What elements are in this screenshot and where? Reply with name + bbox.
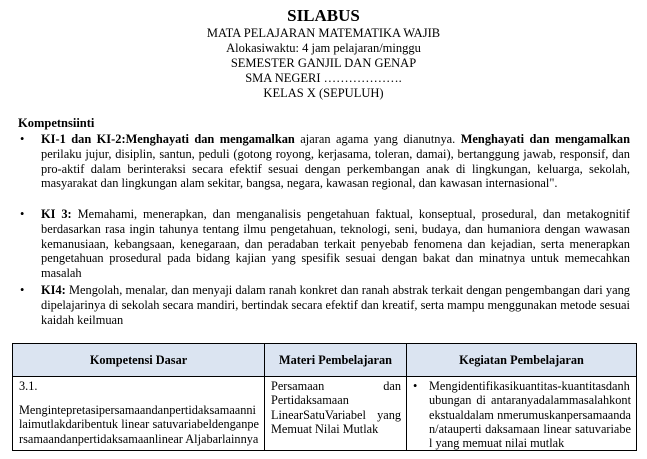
materi-text: Persamaan dan Pertidaksamaan LinearSatuVariabel yang Memuat Nilai Mutlak	[271, 379, 401, 436]
syllabus-table	[12, 343, 637, 451]
ki-item-4-text	[41, 283, 630, 327]
time-allocation-line: Alokasiwaktu: 4 jam pelajaran/minggu	[226, 41, 421, 55]
header-kegiatan-pembelajaran: Kegiatan Pembelajaran	[407, 344, 637, 377]
ki-item-4-lead: KI4:	[41, 283, 66, 297]
ki-item-3-lead: KI 3:	[41, 207, 72, 221]
document-title: SILABUS	[287, 6, 360, 25]
bullet-icon: •	[413, 379, 418, 393]
semester-line: SEMESTER GANJIL DAN GENAP	[230, 56, 417, 70]
class-line: KELAS X (SEPULUH)	[263, 86, 384, 100]
subject-line: MATA PELAJARAN MATEMATIKA WAJIB	[206, 26, 441, 40]
table-row	[13, 377, 637, 451]
kegiatan-text: Mengidentifikasikuantitas-kuantitasdanhubungan di antaranyadalammasalahkontekstualdalam nmerumuskanpersamaandan/atauperti daksamaan linear satuvariabel yang memuat nilai mutlak	[429, 379, 631, 451]
ki-item-3-body: Memahami, menerapkan, dan menganalisis pengetahuan faktual, konseptual, prosedural, dan metakognitif berdasarkan rasa ingin tahunya tentang ilmu pengetahuan, teknologi, seni, budaya, dan humaniora dengan wawasan kemanusiaan, kebangsaan, kenegaraan, dan peradaban terkait penyebab fenomena dan kejadian, serta menerapkan pengetahuan prosedural pada bidang kajian yang spesifik sesuai dengan bakat dan minatnya untuk memecahkan masalah	[41, 207, 630, 281]
kd-text: Mengintepretasipersamaandanpertidaksamaannilaimutlakdaribentuk linear satuvariabeldenganpersamaandanpertidaksamaanlinear Aljabarlainnya	[19, 403, 259, 446]
kegiatan-cell	[407, 377, 637, 451]
ki-item-3	[20, 207, 630, 281]
bullet-icon: •	[20, 207, 25, 221]
table-header-row	[13, 344, 637, 377]
ki-item-1-emphasis: Menghayati dan mengamalkan	[460, 132, 630, 146]
school-line: SMA NEGERI ……………….	[245, 71, 402, 85]
ki-item-1-lead: KI-1 dan KI-2:Menghayati dan mengamalkan	[41, 132, 295, 146]
ki-item-1-text	[41, 132, 630, 191]
kegiatan-list-item	[413, 379, 631, 450]
ki-item-1-part-a: ajaran agama yang dianutnya.	[294, 132, 461, 146]
ki-item-1	[20, 132, 630, 191]
kd-number: 3.1.	[19, 379, 38, 393]
ki-item-4	[20, 283, 630, 327]
ki-item-1-part-b: perilaku jujur, disiplin, santun, peduli (gotong royong, kerjasama, toleran, damai), bertanggung jawab, responsif, dan pro-aktif dalam berinteraksi secara efektif sesuai dengan perkembangan anak di lingkungan, keluarga, sekolah, masyarakat dan lingkungan alam sekitar, bangsa, negara, kawasan regional, dan kawasan internasional".	[41, 146, 630, 191]
ki-item-4-body: Mengolah, menalar, dan menyaji dalam ranah konkret dan ranah abstrak terkait dengan pengembangan dari yang dipelajarinya di sekolah secara mandiri, bertindak secara efektif dan kreatif, serta mampu menggunakan metode sesuai kaidah keilmuan	[41, 283, 630, 327]
header-kompetensi-dasar: Kompetensi Dasar	[13, 344, 265, 377]
bullet-icon: •	[20, 132, 25, 146]
kompetensi-inti-heading: Kompetnsiinti	[18, 116, 95, 130]
ki-item-3-text	[41, 207, 630, 281]
bullet-icon: •	[20, 283, 25, 297]
kd-cell	[13, 377, 265, 451]
header-materi-pembelajaran: Materi Pembelajaran	[265, 344, 407, 377]
materi-cell	[265, 377, 407, 451]
